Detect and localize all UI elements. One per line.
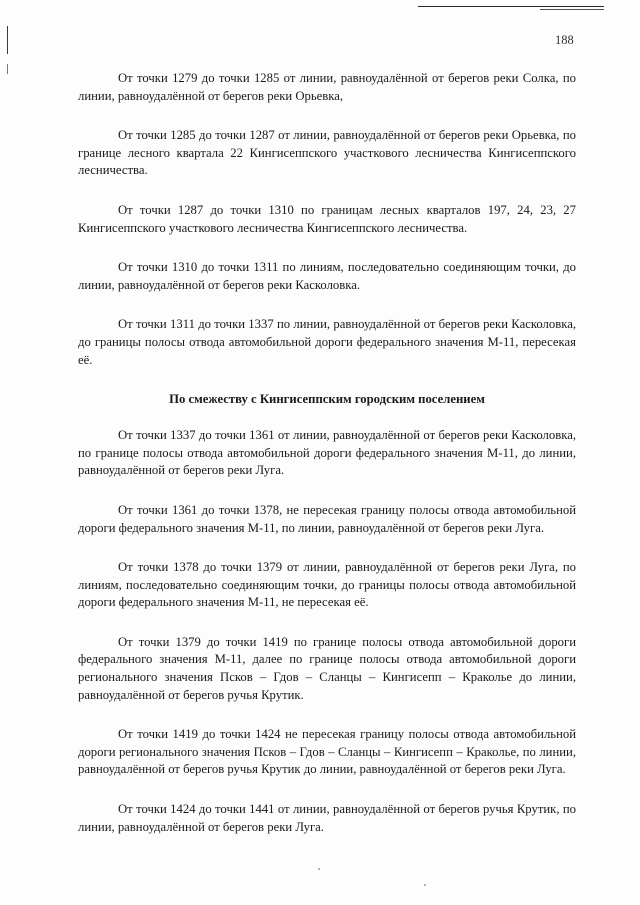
page-number: 188 [555, 33, 574, 47]
scan-artifact-speck [424, 884, 426, 886]
scan-artifact-line [418, 6, 604, 7]
paragraph: От точки 1279 до точки 1285 от линии, равноудалённой от берегов реки Солка, по линии, равноудалённой от берегов реки Орьевка, [78, 71, 576, 103]
paragraph: От точки 1337 до точки 1361 от линии, равноудалённой от берегов реки Касколовка, по границе полосы отвода автомобильной дороги федерального значения М-11, до линии, равноудалённой от берегов реки Луга. [78, 428, 576, 478]
paragraph: От точки 1379 до точки 1419 по границе полосы отвода автомобильной дороги федерального значения М-11, далее по границе полосы отвода автомобильной дороги регионального значения Псков – Гдов – Сланцы – Кингисепп – Краколье до линии, равноудалённой от берегов ручья Крутик. [78, 634, 576, 702]
paragraph: От точки 1419 до точки 1424 не пересекая границу полосы отвода автомобильной дороги регионального значения Псков – Гдов – Сланцы – Кингисепп – Краколье, по линии, равноудалённой от берегов ручья Крутик до линии, равноудалённой от берегов реки Луга. [78, 727, 576, 777]
paragraph: От точки 1378 до точки 1379 от линии, равноудалённой от берегов реки Луга, по линиям, последовательно соединяющим точки, до границы полосы отвода автомобильной дороги федерального значения М-11, не пересекая её. [78, 560, 576, 610]
scan-artifact-line [540, 9, 604, 10]
paragraph: От точки 1424 до точки 1441 от линии, равноудалённой от берегов ручья Крутик, по линии, равноудалённой от берегов реки Луга. [78, 802, 576, 834]
scan-artifact-edge [7, 64, 8, 74]
paragraph: От точки 1311 до точки 1337 по линии, равноудалённой от берегов реки Касколовка, до границы полосы отвода автомобильной дороги федерального значения М-11, пересекая её. [78, 317, 576, 367]
paragraph: От точки 1361 до точки 1378, не пересекая границу полосы отвода автомобильной дороги федерального значения М-11, по линии, равноудалённой от берегов реки Луга. [78, 502, 576, 535]
paragraph: От точки 1310 до точки 1311 по линиям, последовательно соединяющим точки, до линии, равноудалённой от берегов реки Касколовка. [78, 260, 576, 292]
paragraph: От точки 1285 до точки 1287 от линии, равноудалённой от берегов реки Орьевка, по границе лесного квартала 22 Кингисеппского участкового лесничества Кингисеппского лесничества. [78, 128, 576, 178]
paragraph: От точки 1287 до точки 1310 по границам лесных кварталов 197, 24, 23, 27 Кингисеппского участкового лесничества Кингисеппского лесничества. [78, 202, 576, 235]
section-heading: По смежеству с Кингисеппским городским поселением [169, 392, 485, 407]
document-body [78, 70, 576, 858]
scan-artifact-speck [318, 868, 320, 870]
scan-artifact-edge [7, 26, 8, 54]
